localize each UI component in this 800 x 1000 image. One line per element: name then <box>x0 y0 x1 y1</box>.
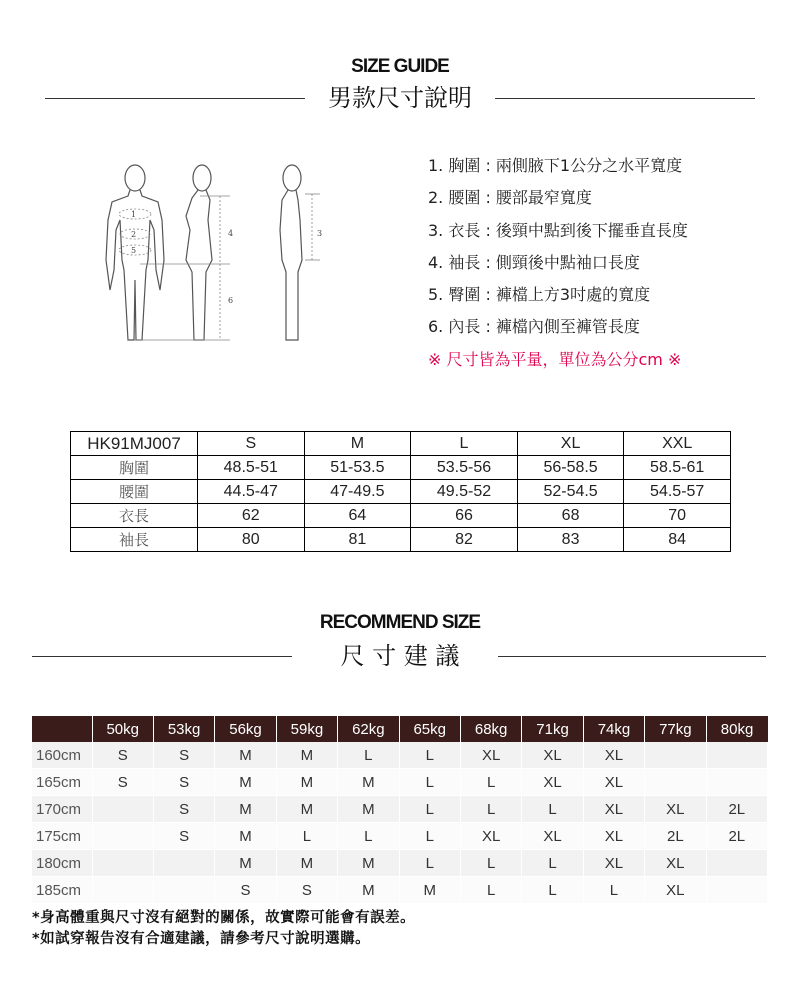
table-row <box>32 742 768 769</box>
table-cell <box>706 769 767 796</box>
weight-header: 62kg <box>338 716 399 742</box>
table-cell: S <box>92 769 153 796</box>
weight-header: 80kg <box>706 716 767 742</box>
size-header: XXL <box>624 432 731 456</box>
figure-label-3: 3 <box>317 229 323 238</box>
weight-header: 65kg <box>399 716 460 742</box>
weight-header: 50kg <box>92 716 153 742</box>
table-cell: 2L <box>706 796 767 823</box>
table-cell: XL <box>522 769 583 796</box>
table-cell: L <box>583 877 644 904</box>
size-guide-title: SIZE GUIDE <box>351 56 449 77</box>
table-cell: M <box>338 877 399 904</box>
table-cell <box>706 877 767 904</box>
corner-cell <box>32 716 92 742</box>
measurement-figure <box>100 160 360 360</box>
table-cell <box>153 850 214 877</box>
table-cell <box>153 877 214 904</box>
recommend-subtitle: 尺 寸 建 議 <box>340 642 460 670</box>
table-cell: M <box>338 850 399 877</box>
desc-item-chest: 1. 胸圍 : 兩側腋下1公分之水平寬度 <box>428 156 683 175</box>
table-cell: 44.5-47 <box>198 480 305 504</box>
size-header: M <box>304 432 411 456</box>
unit-note: ※ 尺寸皆為平量，單位為公分cm ※ <box>428 349 682 369</box>
figure-label-1: 1 <box>131 210 137 219</box>
table-cell: L <box>460 850 521 877</box>
table-cell: XL <box>583 823 644 850</box>
table-cell: 66 <box>411 504 518 528</box>
table-cell: L <box>460 877 521 904</box>
table-cell: L <box>522 877 583 904</box>
weight-header-row <box>32 716 768 742</box>
size-guide-subtitle-row <box>0 83 800 113</box>
table-cell: M <box>338 796 399 823</box>
weight-header: 68kg <box>460 716 521 742</box>
figure-label-6: 6 <box>228 296 234 305</box>
table-cell: 70 <box>624 504 731 528</box>
height-label: 185cm <box>32 877 92 904</box>
table-cell: XL <box>583 769 644 796</box>
table-cell: S <box>153 769 214 796</box>
row-label: 胸圍 <box>71 456 198 480</box>
table-cell: M <box>215 769 276 796</box>
weight-header: 74kg <box>583 716 644 742</box>
table-row <box>71 504 731 528</box>
height-label: 175cm <box>32 823 92 850</box>
table-cell: 64 <box>304 504 411 528</box>
table-cell: M <box>276 769 337 796</box>
weight-header: 53kg <box>153 716 214 742</box>
table-cell: L <box>338 823 399 850</box>
table-row <box>71 528 731 552</box>
table-cell: M <box>276 850 337 877</box>
table-cell: M <box>399 877 460 904</box>
table-cell: M <box>276 742 337 769</box>
table-cell <box>92 823 153 850</box>
table-cell: 80 <box>198 528 305 552</box>
table-cell: M <box>338 769 399 796</box>
table-row <box>32 877 768 904</box>
size-header: XL <box>517 432 624 456</box>
table-cell: 47-49.5 <box>304 480 411 504</box>
height-label: 170cm <box>32 796 92 823</box>
table-cell: 52-54.5 <box>517 480 624 504</box>
table-cell: 2L <box>645 823 706 850</box>
row-label: 衣長 <box>71 504 198 528</box>
row-label: 腰圍 <box>71 480 198 504</box>
table-cell: 53.5-56 <box>411 456 518 480</box>
table-cell: S <box>153 823 214 850</box>
table-cell: XL <box>645 877 706 904</box>
table-cell <box>92 796 153 823</box>
table-row <box>32 823 768 850</box>
table-cell: 56-58.5 <box>517 456 624 480</box>
height-label: 165cm <box>32 769 92 796</box>
table-cell: S <box>276 877 337 904</box>
desc-item-length: 3. 衣長 : 後頸中點到後下擺垂直長度 <box>428 220 688 240</box>
table-cell: 2L <box>706 823 767 850</box>
table-cell: XL <box>583 796 644 823</box>
footnote: *身高體重與尺寸沒有絕對的關係，故實際可能會有誤差。 <box>32 910 416 926</box>
table-row <box>32 769 768 796</box>
desc-item-inseam: 6. 內長 : 褲檔內側至褲管長度 <box>428 317 640 337</box>
table-cell: S <box>153 796 214 823</box>
table-cell <box>92 877 153 904</box>
table-cell: L <box>399 769 460 796</box>
table-row <box>32 796 768 823</box>
table-row <box>71 480 731 504</box>
table-cell: M <box>215 850 276 877</box>
size-chart-table <box>70 431 731 552</box>
table-cell: L <box>522 796 583 823</box>
table-cell: XL <box>522 823 583 850</box>
size-header: L <box>411 432 518 456</box>
measurement-descriptions <box>428 150 788 376</box>
table-cell: 62 <box>198 504 305 528</box>
table-cell: L <box>399 823 460 850</box>
table-cell: 51-53.5 <box>304 456 411 480</box>
body-outline-diagram <box>100 160 360 360</box>
table-cell: 48.5-51 <box>198 456 305 480</box>
table-cell: L <box>338 742 399 769</box>
row-label: 袖長 <box>71 528 198 552</box>
table-cell: L <box>399 742 460 769</box>
table-cell: XL <box>460 823 521 850</box>
table-cell <box>645 742 706 769</box>
size-header: S <box>198 432 305 456</box>
table-cell: L <box>399 796 460 823</box>
table-cell: XL <box>645 850 706 877</box>
table-cell: 49.5-52 <box>411 480 518 504</box>
table-cell <box>645 769 706 796</box>
table-cell: 58.5-61 <box>624 456 731 480</box>
recommend-size-table <box>32 716 768 904</box>
table-cell: S <box>215 877 276 904</box>
footnote: *如試穿報告沒有合適建議，請參考尺寸說明選購。 <box>32 931 371 947</box>
size-guide-subtitle: 男款尺寸說明 <box>328 84 472 112</box>
desc-item-sleeve: 4. 袖長 : 側頸後中點袖口長度 <box>428 252 640 272</box>
table-cell: S <box>92 742 153 769</box>
table-row <box>71 456 731 480</box>
table-cell: XL <box>522 742 583 769</box>
table-cell: 84 <box>624 528 731 552</box>
table-row <box>32 850 768 877</box>
table-cell: 82 <box>411 528 518 552</box>
figure-label-4: 4 <box>228 229 234 238</box>
table-cell: 68 <box>517 504 624 528</box>
size-header-row <box>71 432 731 456</box>
table-cell: M <box>215 796 276 823</box>
table-cell: 83 <box>517 528 624 552</box>
table-cell: L <box>276 823 337 850</box>
table-cell <box>706 742 767 769</box>
desc-item-waist: 2. 腰圍 : 腰部最窄寬度 <box>428 188 592 208</box>
model-code: HK91MJ007 <box>71 432 198 456</box>
recommend-title: RECOMMEND SIZE <box>319 612 481 633</box>
table-cell: XL <box>583 850 644 877</box>
table-cell: S <box>153 742 214 769</box>
footnotes <box>32 908 772 950</box>
table-cell: L <box>460 796 521 823</box>
weight-header: 56kg <box>215 716 276 742</box>
figure-label-5: 5 <box>131 246 137 255</box>
table-cell: M <box>276 796 337 823</box>
table-cell: M <box>215 823 276 850</box>
weight-header: 71kg <box>522 716 583 742</box>
table-cell: 81 <box>304 528 411 552</box>
height-label: 180cm <box>32 850 92 877</box>
table-cell: 54.5-57 <box>624 480 731 504</box>
table-cell: L <box>460 769 521 796</box>
weight-header: 59kg <box>276 716 337 742</box>
table-cell: L <box>522 850 583 877</box>
table-cell: L <box>399 850 460 877</box>
table-cell <box>706 850 767 877</box>
weight-header: 77kg <box>645 716 706 742</box>
height-label: 160cm <box>32 742 92 769</box>
table-cell: XL <box>460 742 521 769</box>
table-cell <box>92 850 153 877</box>
table-cell: XL <box>583 742 644 769</box>
recommend-subtitle-row <box>0 641 800 671</box>
desc-item-hip: 5. 臀圍 : 褲檔上方3吋處的寬度 <box>428 285 651 305</box>
table-cell: XL <box>645 796 706 823</box>
figure-label-2: 2 <box>131 230 137 239</box>
table-cell: M <box>215 742 276 769</box>
